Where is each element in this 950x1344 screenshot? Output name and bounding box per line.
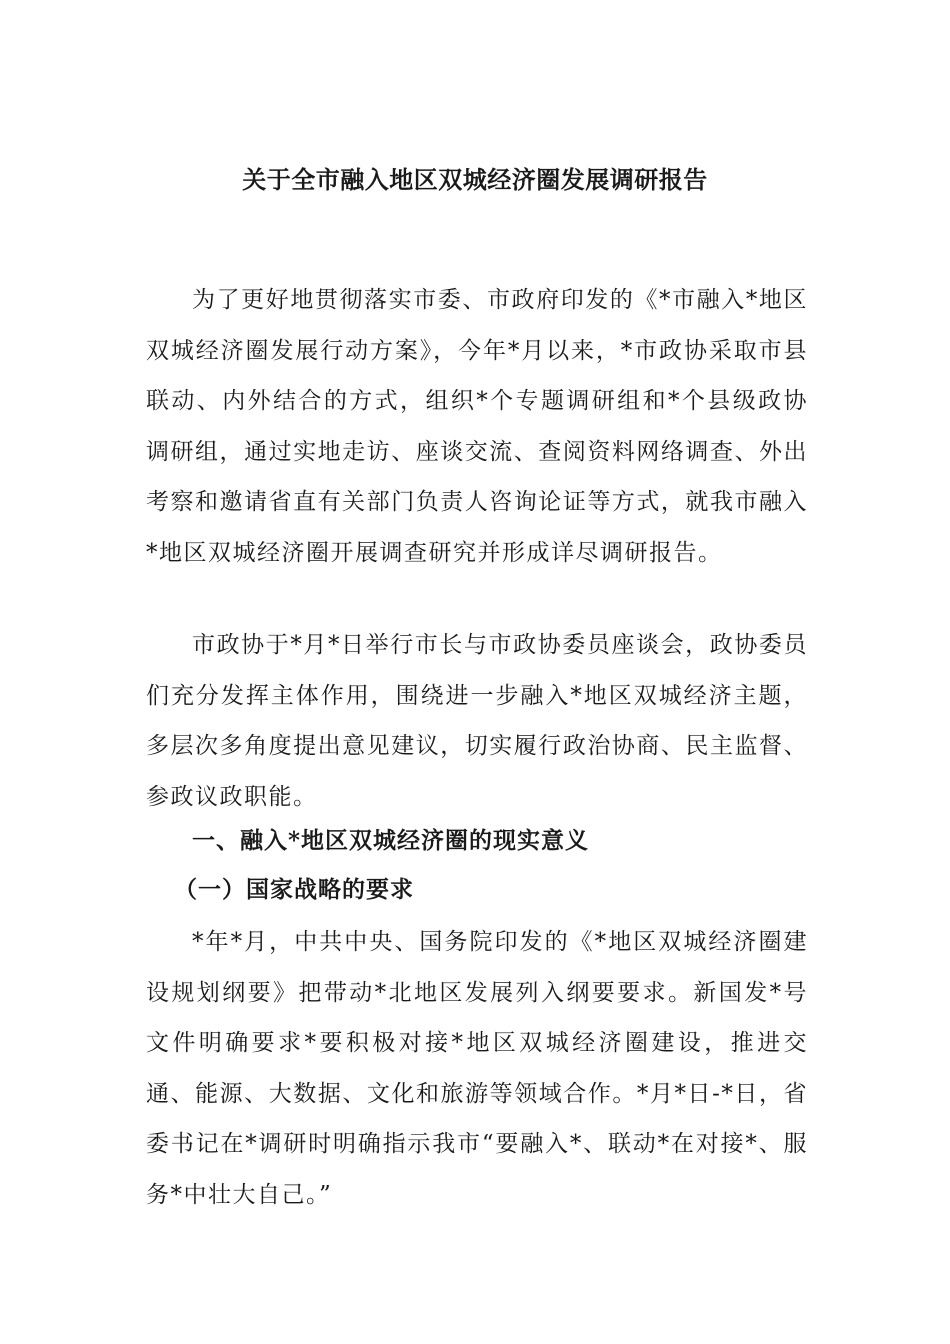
strategy-paragraph: *年*月，中共中央、国务院印发的《*地区双城经济圈建设规划纲要》把带动*北地区发展列入纲要要求。新国发*号文件明确要求*要积极对接*地区双城经济圈建设，推进交通、能源、大数据、文化和旅游等领域合作。*月*日-*日，省委书记在*调研时明确指示我市“要融入*、联动*在对接*、服务*中壮大自己。” [146, 929, 808, 1208]
document-title: 关于全市融入地区双城经济圈发展调研报告 [242, 165, 708, 194]
intro-paragraph: 为了更好地贯彻落实市委、市政府印发的《*市融入*地区双城经济圈发展行动方案》，今年*月以来，*市政协采取市县联动、内外结合的方式，组织*个专题调研组和*个县级政协调研组，通过实地走访、座谈交流、查阅资料网络调查、外出考察和邀请省直有关部门负责人咨询论证等方式，就我市融入*地区双城经济圈开展调查研究并形成详尽调研报告。 [146, 287, 808, 566]
subsection-heading: （一）国家战略的要求 [174, 876, 414, 903]
meeting-paragraph: 市政协于*月*日举行市长与市政协委员座谈会，政协委员们充分发挥主体作用，围绕进一步融入*地区双城经济主题，多层次多角度提出意见建议，切实履行政治协商、民主监督、参政议政职能。 [146, 632, 808, 810]
section-heading: 一、融入*地区双城经济圈的现实意义 [192, 827, 590, 854]
